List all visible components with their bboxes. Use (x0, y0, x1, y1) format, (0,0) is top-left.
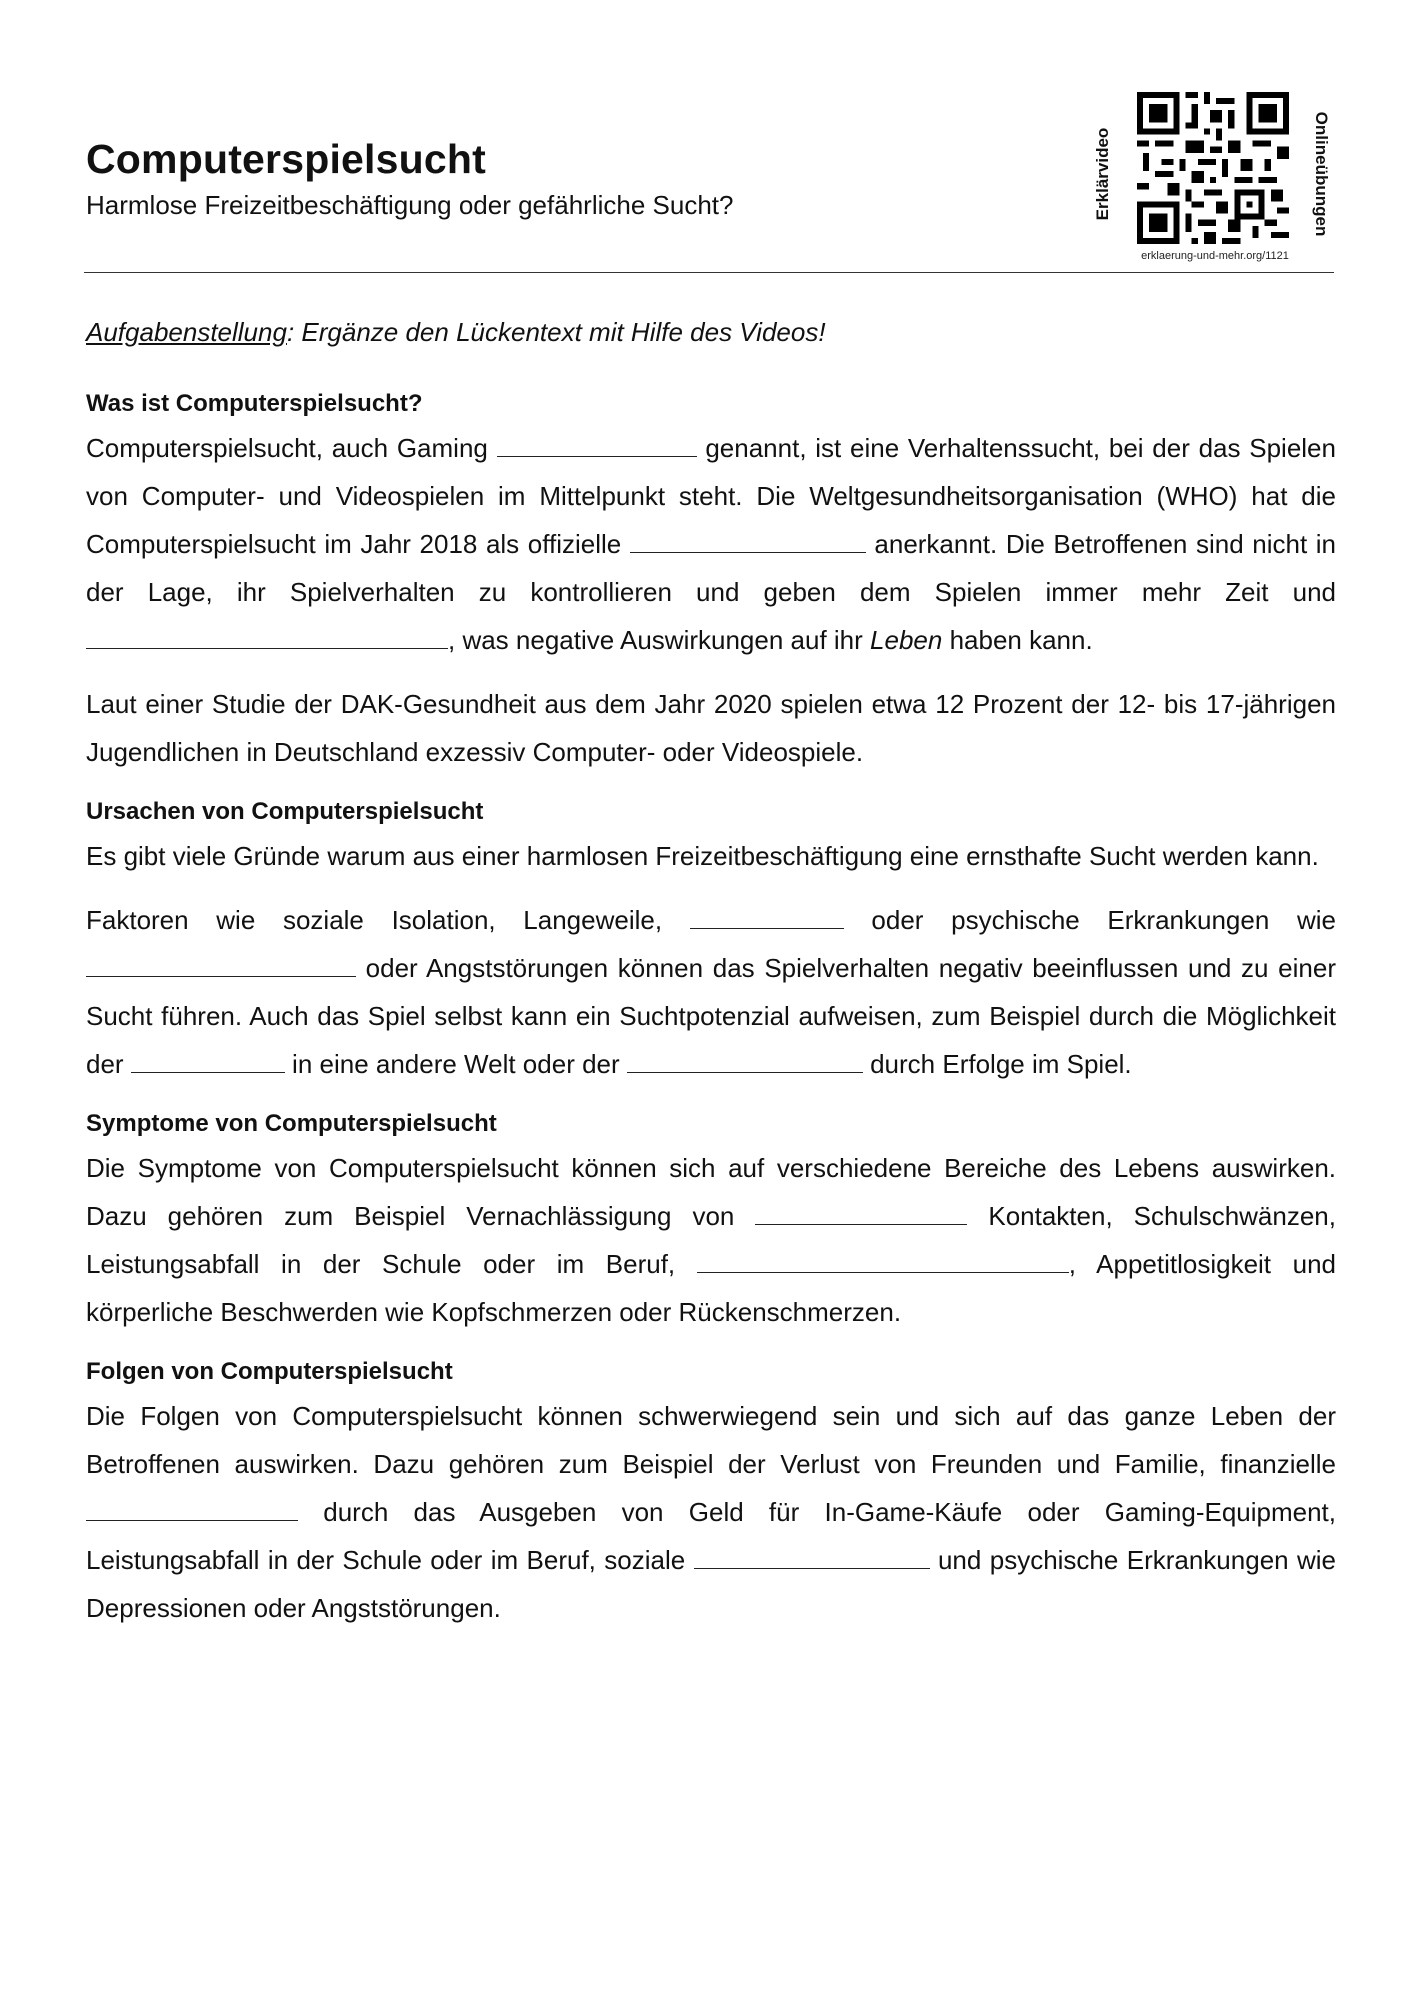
section-heading-causes: Ursachen von Computerspielsucht (86, 798, 484, 825)
section-heading-definition: Was ist Computerspielsucht? (86, 390, 423, 417)
text-run: Faktoren wie soziale Isolation, Langeweile, (86, 905, 690, 935)
paragraph-study: Laut einer Studie der DAK-Gesundheit aus dem Jahr 2020 spielen etwa 12 Prozent der 12- bis 17-jährigen Jugendlichen in Deutschland exzessiv Computer- oder Videospiele. (86, 689, 1336, 767)
text-run: genannt, ist eine Verhaltenssucht, bei der das Spielen von Computer- und Videospielen im Mittelpunkt steht. Die Weltgesundheitsorganisation (WHO) hat die Computerspielsucht im Jahr 2018 als offizielle (86, 433, 1336, 559)
qr-url: erklaerung-und-mehr.org/1121 (1141, 250, 1289, 262)
text-run: und psychische Erkrankungen wie Depressionen oder Angststörungen. (86, 1545, 1336, 1623)
text-run: , Appetitlosigkeit und körperliche Beschwerden wie Kopfschmerzen oder Rückenschmerzen. (86, 1249, 1336, 1327)
task-instruction (86, 308, 1336, 356)
text-run: durch Erfolge im Spiel. (862, 1049, 1132, 1079)
text-run: Kontakten, Schulschwänzen, Leistungsabfall in der Schule oder im Beruf, (86, 1201, 1336, 1279)
text-run: Die Folgen von Computerspielsucht können schwerwiegend sein und sich auf das ganze Leben der Betroffenen auswirken. Dazu gehören zum Beispiel der Verlust von Freunden und Familie, finanzielle (86, 1401, 1336, 1479)
paragraph-causes-factors (86, 896, 1336, 1088)
text-run-italic: Leben (870, 625, 943, 655)
blank-field[interactable] (697, 1252, 1069, 1273)
blank-field[interactable] (627, 1052, 863, 1073)
text-run: oder psychische Erkrankungen wie (843, 905, 1336, 935)
text-run: durch das Ausgeben von Geld für In-Game-Käufe oder Gaming-Equipment, Leistungsabfall in der Schule oder im Beruf, soziale (86, 1497, 1336, 1575)
text-run: in eine andere Welt oder der (284, 1049, 627, 1079)
qr-label-video: Erklärvideo (1093, 127, 1112, 221)
text-run: anerkannt. Die Betroffenen sind nicht in der Lage, ihr Spielverhalten zu kontrollieren und geben dem Spielen immer mehr Zeit und (86, 529, 1336, 607)
text-run: , was negative Auswirkungen auf ihr (448, 625, 871, 655)
blank-field[interactable] (86, 628, 448, 649)
blank-field[interactable] (690, 908, 844, 929)
text-run: oder Angststörungen können das Spielverhalten negativ beeinflussen und zu einer Sucht führen. Auch das Spiel selbst kann ein Suchtpotenzial aufweisen, zum Beispiel durch die Möglichkeit der (86, 953, 1336, 1079)
blank-field[interactable] (694, 1548, 930, 1569)
task-label: Aufgabenstellung (86, 317, 287, 347)
page-title: Computerspielsucht (86, 136, 486, 182)
text-run: Computerspielsucht, auch Gaming (86, 433, 497, 463)
section-heading-symptoms: Symptome von Computerspielsucht (86, 1110, 497, 1137)
blank-field[interactable] (86, 956, 356, 977)
header-divider (84, 272, 1334, 273)
qr-code-icon (1137, 92, 1289, 244)
blank-field[interactable] (86, 1500, 298, 1521)
task-text: Ergänze den Lückentext mit Hilfe des Videos! (294, 317, 826, 347)
blank-field[interactable] (131, 1052, 285, 1073)
blank-field[interactable] (630, 532, 866, 553)
qr-block (1085, 88, 1345, 268)
paragraph-symptoms (86, 1144, 1336, 1336)
text-run: Die Symptome von Computerspielsucht können sich auf verschiedene Bereiche des Lebens auswirken. Dazu gehören zum Beispiel Vernachlässigung von (86, 1153, 1336, 1231)
qr-label-exercises: Onlineübungen (1312, 111, 1331, 237)
task-colon: : (286, 317, 295, 347)
paragraph-causes-intro: Es gibt viele Gründe warum aus einer harmlosen Freizeitbeschäftigung eine ernsthafte Sucht werden kann. (86, 841, 1319, 871)
text-run: haben kann. (942, 625, 1093, 655)
paragraph-definition (86, 424, 1336, 664)
blank-field[interactable] (755, 1204, 967, 1225)
paragraph-consequences (86, 1392, 1336, 1632)
section-heading-consequences: Folgen von Computerspielsucht (86, 1358, 453, 1385)
blank-field[interactable] (497, 436, 697, 457)
worksheet-content (86, 308, 1336, 1648)
page-subtitle: Harmlose Freizeitbeschäftigung oder gefährliche Sucht? (86, 190, 734, 220)
